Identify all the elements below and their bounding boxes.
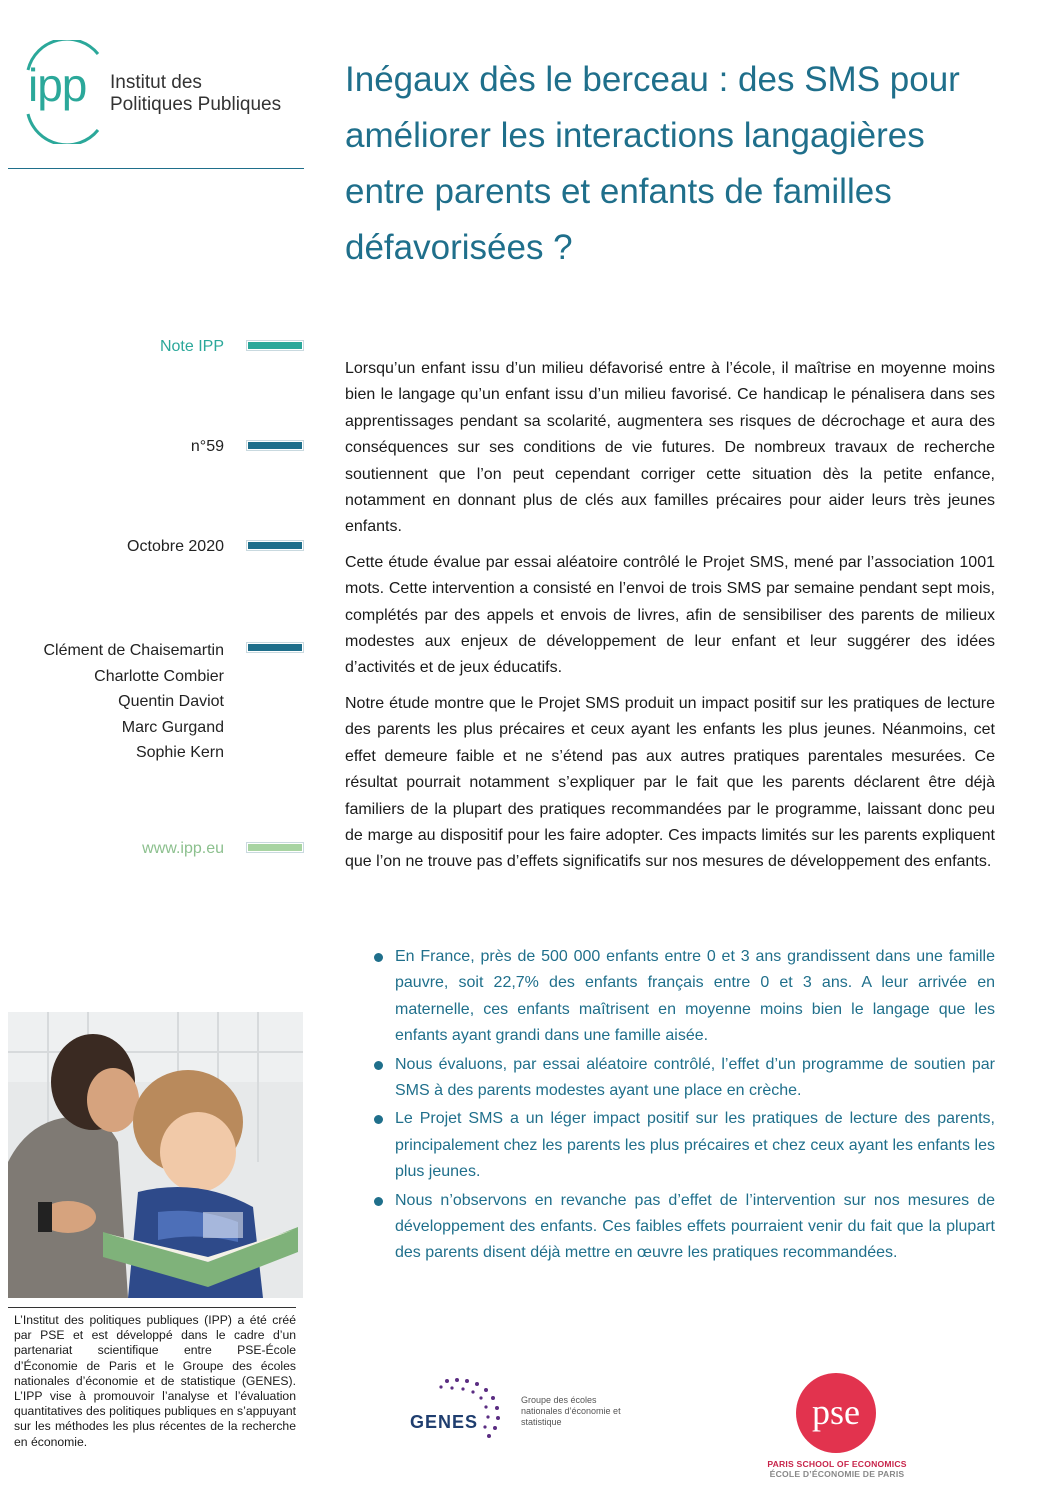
- abstract-paragraph: Lorsqu’un enfant issu d’un milieu défavorisé entre à l’école, il maîtrise en moyenne moins bien le langage qu’un enfant issu d’un milieu favorisé. Ce handicap le pénalisera dans ses apprentissages pendant sa scolarité, augmentera ses risques de décrochage et aura des conséquences sur ses conditions de vie futures. De nombreux travaux de recherche soutiennent que l’on peut cependant corriger cette situation dès la petite enfance, notamment en donnant plus de clés aux familles précaires pour aider leurs très jeunes enfants.: [345, 360, 995, 536]
- publication-date-bar: [246, 540, 304, 551]
- bullet-icon: [374, 953, 383, 962]
- pse-name-en: PARIS SCHOOL OF ECONOMICS: [767, 1459, 907, 1469]
- author-list: [43, 638, 224, 766]
- authors-bar: [246, 642, 304, 653]
- website-bar: [246, 842, 304, 853]
- about-ipp-text: L’Institut des politiques publiques (IPP) a été créé par PSE et est développé dans le cadre d’un partenariat scientifique entre PSE-École d’Économie de Paris et le Groupe des écoles nationales d’économie et de statistique (GENES). L’IPP vise à promouvoir l’analyse et l’évaluation quantitatives des politiques publiques en s’appuyant sur les méthodes les plus récentes de la recherche en économie.: [14, 1313, 296, 1449]
- issue-number: n°59: [190, 438, 224, 455]
- page-title: Inégaux dès le berceau : des SMS pour améliorer les interactions langagières entre parents et enfants de familles défavorisées ?: [345, 60, 960, 267]
- pse-mark: pse: [812, 1392, 860, 1432]
- key-point: Nous évaluons, par essai aléatoire contrôlé, l’effet d’un programme de soutien par SMS à des parents modestes ayant une place en crèche.: [373, 1052, 995, 1105]
- key-points-list: [373, 944, 995, 1269]
- bullet-icon: [374, 1115, 383, 1124]
- key-point: Le Projet SMS a un léger impact positif sur les pratiques de lecture des parents, principalement chez les parents les plus précaires et chez ceux ayant les enfants les plus jeunes.: [373, 1106, 995, 1185]
- key-point: Nous n’observons en revanche pas d’effet de l’intervention sur nos mesures de développement des enfants. Ces faibles effets pourraient venir du fait que la plupart des parents disent déjà mettre en œuvre les pratiques recommandées.: [373, 1188, 995, 1267]
- note-type-bar: [246, 340, 304, 351]
- abstract-paragraph: Notre étude montre que le Projet SMS produit un impact positif sur les pratiques de lecture des parents les plus précaires et ceux ayant les enfants les plus jeunes. Néanmoins, cet effet demeure faible et ne s’étend pas aux autres pratiques parentales mesurées. Ce résultat pourrait notamment s’expliquer par le fait que les parents déclarent être déjà familiers de la plupart des pratiques recommandées par le programme, laissant donc peu de marge au dispositif pour les faire adopter. Ces impacts limités sur les parents expliquent que l’on ne trouve pas d’effets significatifs sur nos mesures de développement des enfants.: [345, 694, 995, 871]
- pse-name-fr: ÉCOLE D’ÉCONOMIE DE PARIS: [769, 1469, 905, 1479]
- genes-wordmark: GENES: [410, 1412, 479, 1432]
- issue-number-bar: [246, 440, 304, 451]
- logo-text-line1: Institut des: [110, 72, 202, 93]
- publication-date: Octobre 2020: [127, 538, 224, 555]
- key-point: En France, près de 500 000 enfants entre 0 et 3 ans grandissent dans une famille pauvre, soit 22,7% des enfants français entre 0 et 3 ans. A leur arrivée en maternelle, ces enfants maîtrisent en moyenne moins bien le langage que les enfants ayant grandi dans une famille aisée.: [373, 944, 995, 1050]
- genes-subtitle: Groupe des écoles nationales d’économie et statistique: [521, 1395, 621, 1427]
- bullet-icon: [374, 1061, 383, 1070]
- bullet-icon: [374, 1197, 383, 1206]
- note-type-label: Note IPP: [159, 338, 224, 355]
- pse-logo: [795, 1372, 877, 1454]
- logo-text-line2: Politiques Publiques: [110, 94, 282, 115]
- author: Sophie Kern: [135, 744, 224, 761]
- author: Charlotte Combier: [94, 667, 224, 685]
- logo-letters: ipp: [28, 59, 87, 111]
- author: Quentin Daviot: [118, 693, 224, 710]
- header-divider: [8, 168, 304, 169]
- mother-child-reading-photo: [8, 1012, 303, 1298]
- author: Clément de Chaisemartin: [43, 642, 224, 659]
- footer-divider: [8, 1307, 296, 1308]
- website-link[interactable]: www.ipp.eu: [142, 840, 224, 857]
- abstract-paragraph: Cette étude évalue par essai aléatoire contrôlé le Projet SMS, mené par l’association 1001 mots. Cette intervention a consisté en l’envoi de trois SMS par semaine pendant sept mois, complétés par des appels et envois de livres, afin de sensibiliser des parents de milieux modestes aux enjeux de développement de leur enfant et leur suggérer des idées d’activités et de jeux éducatifs.: [345, 553, 995, 677]
- author: Marc Gurgand: [121, 718, 224, 736]
- abstract: [345, 356, 995, 885]
